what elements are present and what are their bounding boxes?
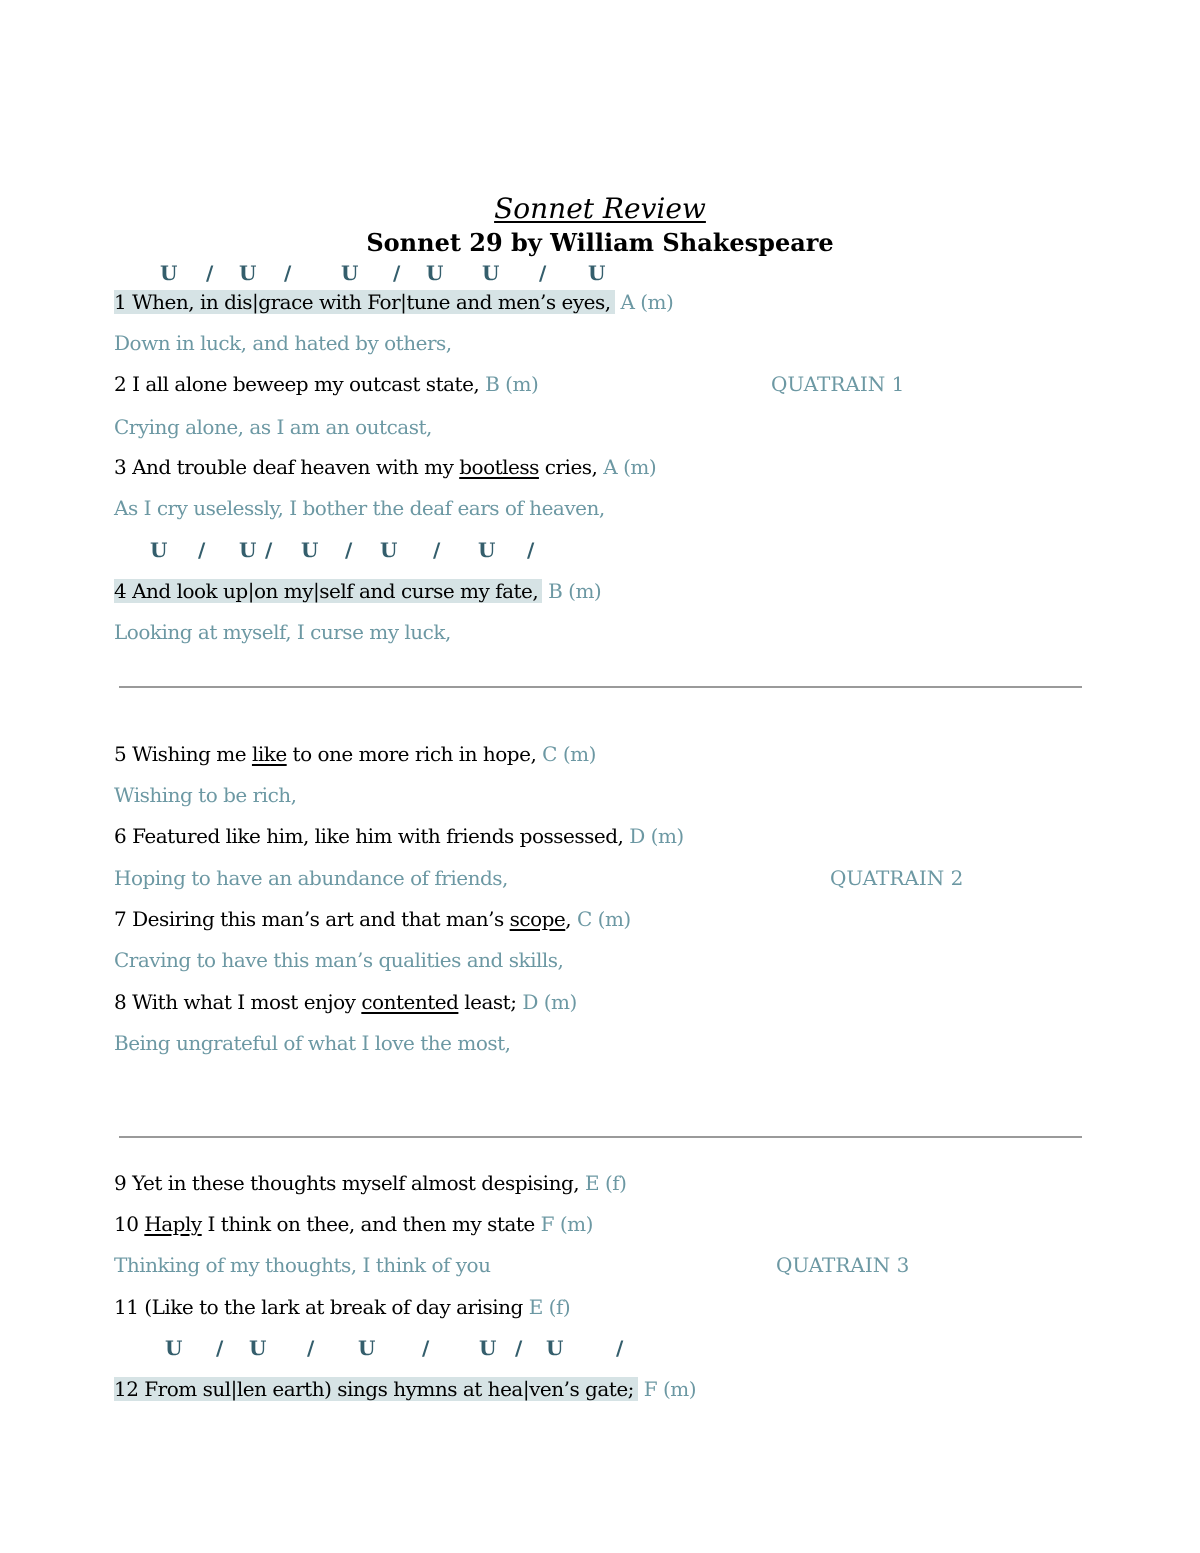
line-text: 6 Featured like him, like him with friends possessed,: [114, 824, 624, 848]
stress-mark: U: [482, 261, 500, 285]
sonnet-line-3: [114, 452, 656, 482]
paraphrase-line-7: Craving to have this man’s qualities and skills,: [114, 948, 564, 972]
stress-mark: /: [307, 1336, 315, 1360]
stress-mark: /: [393, 261, 401, 285]
paraphrase-line-2: Crying alone, as I am an outcast,: [114, 415, 432, 439]
line-text: least;: [458, 990, 517, 1014]
paraphrase-line-5: Wishing to be rich,: [114, 783, 297, 807]
line-text: 5 Wishing me: [114, 742, 252, 766]
line-text: 2 I all alone beweep my outcast state,: [114, 372, 480, 396]
rhyme-label: B (m): [548, 579, 602, 603]
underlined-word: like: [251, 742, 287, 766]
stress-mark: U: [380, 538, 398, 562]
document-subtitle: Sonnet 29 by William Shakespeare: [366, 228, 834, 257]
rhyme-label: F (m): [643, 1377, 697, 1401]
underlined-word: contented: [361, 990, 459, 1014]
stress-mark: U: [301, 538, 319, 562]
stress-mark: U: [341, 261, 359, 285]
line-text: 11 (Like to the lark at break of day arising: [114, 1295, 523, 1319]
stress-mark: U: [426, 261, 444, 285]
stress-marks-line-4: [0, 535, 1200, 565]
section-divider: [119, 1136, 1082, 1138]
stress-mark: U: [150, 538, 168, 562]
paraphrase-line-8: Being ungrateful of what I love the most,: [114, 1031, 511, 1055]
paraphrase-line-3: As I cry uselessly, I bother the deaf ears of heaven,: [114, 496, 605, 520]
stress-marks-line-1: [0, 258, 1200, 288]
document-title: Sonnet Review: [494, 192, 706, 225]
paraphrase-line-1: Down in luck, and hated by others,: [114, 331, 452, 355]
line-text: I think on thee, and then my state: [201, 1212, 535, 1236]
line-text: 9 Yet in these thoughts myself almost despising,: [114, 1171, 580, 1195]
stress-mark: U: [160, 261, 178, 285]
line-text: 7 Desiring this man’s art and that man’s: [114, 907, 510, 931]
scanned-line-highlight: 1 When, in dis|grace with For|tune and men’s eyes,: [114, 290, 615, 314]
stress-mark: /: [198, 538, 206, 562]
quatrain-1-label: QUATRAIN 1: [771, 372, 905, 396]
stress-mark: U: [165, 1336, 183, 1360]
line-text: cries,: [538, 455, 598, 479]
sonnet-line-1: [114, 287, 673, 317]
stress-mark: /: [345, 538, 353, 562]
underlined-word: Haply: [144, 1212, 202, 1236]
stress-mark: U: [239, 538, 257, 562]
quatrain-3-label: QUATRAIN 3: [776, 1253, 910, 1277]
scanned-line-highlight: 12 From sul|len earth) sings hymns at hea|ven’s gate;: [114, 1377, 638, 1401]
underlined-word: bootless: [459, 455, 539, 479]
sonnet-line-6: [114, 821, 684, 851]
line-text: to one more rich in hope,: [286, 742, 537, 766]
rhyme-label: B (m): [485, 372, 539, 396]
scanned-line-highlight: 4 And look up|on my|self and curse my fate,: [114, 579, 542, 603]
sonnet-line-8: [114, 987, 577, 1017]
sonnet-line-9: [114, 1168, 626, 1198]
rhyme-label: E (f): [584, 1171, 627, 1195]
stress-mark: /: [284, 261, 292, 285]
quatrain-2-label: QUATRAIN 2: [830, 866, 964, 890]
sonnet-line-2: [114, 369, 538, 399]
paraphrase-line-6: Hoping to have an abundance of friends,: [114, 866, 508, 890]
stress-mark: /: [206, 261, 214, 285]
stress-mark: /: [422, 1336, 430, 1360]
stress-mark: /: [216, 1336, 224, 1360]
sonnet-line-11: [114, 1292, 570, 1322]
line-text: ,: [565, 907, 572, 931]
sonnet-line-12: [114, 1374, 696, 1404]
rhyme-label: C (m): [542, 742, 596, 766]
underlined-word: scope: [509, 907, 566, 931]
stress-mark: U: [588, 261, 606, 285]
sonnet-line-5: [114, 739, 596, 769]
stress-mark: U: [546, 1336, 564, 1360]
rhyme-label: D (m): [522, 990, 577, 1014]
line-text: 10: [114, 1212, 145, 1236]
line-text: 8 With what I most enjoy: [114, 990, 362, 1014]
sonnet-line-10: [114, 1209, 593, 1239]
stress-mark: U: [479, 1336, 497, 1360]
section-divider: [119, 686, 1082, 688]
paraphrase-line-10: Thinking of my thoughts, I think of you: [114, 1253, 491, 1277]
stress-mark: /: [539, 261, 547, 285]
rhyme-label: F (m): [540, 1212, 593, 1236]
rhyme-label: E (f): [528, 1295, 571, 1319]
stress-marks-line-12: [0, 1333, 1200, 1363]
stress-mark: U: [478, 538, 496, 562]
rhyme-label: C (m): [577, 907, 631, 931]
sonnet-line-7: [114, 904, 631, 934]
rhyme-label: A (m): [620, 290, 674, 314]
stress-mark: /: [515, 1336, 523, 1360]
stress-mark: /: [527, 538, 535, 562]
rhyme-label: A (m): [603, 455, 657, 479]
stress-mark: U: [358, 1336, 376, 1360]
stress-mark: U: [249, 1336, 267, 1360]
sonnet-line-4: [114, 576, 601, 606]
line-text: 3 And trouble deaf heaven with my: [114, 455, 460, 479]
stress-mark: /: [433, 538, 441, 562]
stress-mark: /: [616, 1336, 624, 1360]
stress-mark: /: [265, 538, 273, 562]
paraphrase-line-4: Looking at myself, I curse my luck,: [114, 620, 451, 644]
rhyme-label: D (m): [629, 824, 684, 848]
stress-mark: U: [239, 261, 257, 285]
